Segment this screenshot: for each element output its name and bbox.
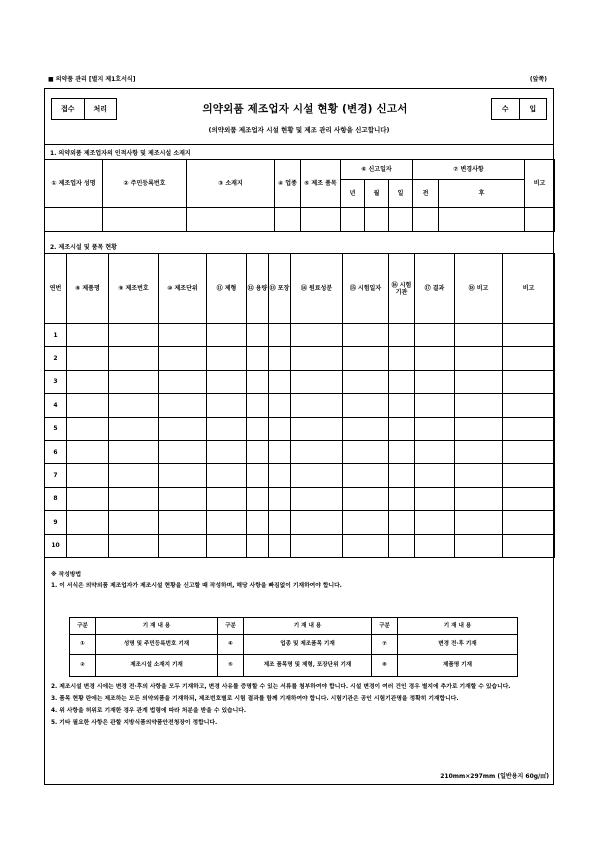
table-cell[interactable]	[67, 324, 109, 347]
table-cell[interactable]	[455, 464, 503, 487]
header-date: ⑥ 신고일자	[341, 160, 413, 180]
table-cell[interactable]	[207, 324, 247, 347]
input-address[interactable]	[187, 208, 275, 232]
stamp-cell-2: 입	[529, 105, 537, 113]
table-cell[interactable]	[247, 417, 269, 440]
table-cell[interactable]	[415, 370, 455, 393]
table-cell[interactable]	[291, 370, 343, 393]
table-cell[interactable]	[291, 347, 343, 370]
table-cell[interactable]	[503, 324, 555, 347]
table-cell[interactable]	[207, 440, 247, 463]
note-4: 4. 위 사항을 허위로 기재한 경우 관계 법령에 따라 처분을 받을 수 있습니다.	[51, 708, 247, 714]
table-cell[interactable]	[247, 534, 269, 557]
table-cell[interactable]	[343, 464, 389, 487]
table-cell[interactable]	[109, 417, 159, 440]
note-5: 5. 기타 필요한 사항은 관할 지방식품의약품안전청장이 정합니다.	[51, 720, 218, 726]
table-cell[interactable]	[269, 440, 291, 463]
table-cell[interactable]	[343, 370, 389, 393]
table-cell[interactable]	[503, 440, 555, 463]
table-cell[interactable]	[389, 534, 415, 557]
table-cell[interactable]	[159, 487, 207, 510]
process-cell: 처리	[93, 105, 108, 113]
row-number: 4	[45, 394, 67, 417]
table-cell[interactable]	[207, 370, 247, 393]
table-cell[interactable]	[247, 347, 269, 370]
table-cell[interactable]	[415, 487, 455, 510]
table-cell[interactable]	[415, 440, 455, 463]
subheader-year: 년	[341, 180, 365, 208]
table-cell[interactable]	[503, 417, 555, 440]
header-volume: ⑫ 용량	[247, 254, 269, 324]
table-cell[interactable]	[389, 370, 415, 393]
input-name[interactable]	[45, 208, 103, 232]
table-cell[interactable]	[291, 511, 343, 534]
table-cell[interactable]	[503, 464, 555, 487]
note-3: 3. 품목 현황 란에는 제조하는 모든 의약외품을 기재하되, 제조번호별로 시험 결과를 함께 기재하여야 합니다. 시험기관은 공인 시험기관명을 정확히 기재합니다.	[51, 696, 459, 702]
guide-cell: ⑤	[218, 655, 244, 677]
table-cell[interactable]	[389, 487, 415, 510]
table-cell[interactable]	[159, 534, 207, 557]
table-cell[interactable]	[247, 370, 269, 393]
table-cell[interactable]	[109, 487, 159, 510]
table-cell[interactable]	[503, 394, 555, 417]
table-cell[interactable]	[389, 511, 415, 534]
input-year[interactable]	[341, 208, 365, 232]
table-cell[interactable]	[67, 440, 109, 463]
receipt-cell: 접수	[52, 99, 85, 119]
table-cell[interactable]	[389, 440, 415, 463]
table-cell[interactable]	[207, 394, 247, 417]
paper-size-footer: 210mm×297mm (일반용지 60g/㎡)	[440, 773, 549, 780]
table-cell[interactable]	[109, 347, 159, 370]
guide-cell: 변경 전·후 기재	[398, 635, 518, 655]
table-cell[interactable]	[343, 534, 389, 557]
header-id: ② 주민등록번호	[103, 160, 187, 208]
table-cell[interactable]	[343, 347, 389, 370]
table-cell[interactable]	[247, 440, 269, 463]
guide-cell: ④	[218, 635, 244, 655]
table-cell[interactable]	[503, 511, 555, 534]
subheader-month: 월	[365, 180, 389, 208]
form-frame	[44, 88, 554, 785]
table-cell[interactable]	[343, 417, 389, 440]
row-number: 6	[45, 440, 67, 463]
row-number: 9	[45, 511, 67, 534]
table-cell[interactable]	[269, 347, 291, 370]
table-row	[45, 347, 555, 370]
header-note: ⑱ 비고	[455, 254, 503, 324]
section1-table	[44, 159, 555, 232]
table-cell[interactable]	[503, 347, 555, 370]
table-row	[45, 324, 555, 347]
table-cell[interactable]	[415, 324, 455, 347]
row-number: 2	[45, 347, 67, 370]
table-cell[interactable]	[207, 347, 247, 370]
row-number: 8	[45, 487, 67, 510]
subheader-day: 일	[389, 180, 413, 208]
notes-heading: ※ 작성방법	[51, 572, 82, 578]
receipt-stamp-box	[51, 98, 117, 120]
subheader-after: 후	[439, 180, 525, 208]
table-cell[interactable]	[67, 487, 109, 510]
form-id: ■ 의약품 관리 [별지 제1호서식]	[48, 76, 136, 83]
guide-header: 기 재 내 용	[398, 618, 518, 635]
table-cell[interactable]	[389, 417, 415, 440]
header-remarks2: 비고	[503, 254, 555, 324]
section1-label: 1. 의약외품 제조업자의 인적사항 및 제조시설 소재지	[50, 150, 191, 157]
table-row	[45, 394, 555, 417]
table-row	[45, 487, 555, 510]
table-cell[interactable]	[291, 440, 343, 463]
table-cell[interactable]	[343, 487, 389, 510]
guide-header: 구분	[70, 618, 96, 635]
header-unit: ⑩ 제조단위	[159, 254, 207, 324]
table-cell[interactable]	[389, 324, 415, 347]
table-cell[interactable]	[389, 464, 415, 487]
table-cell[interactable]	[455, 440, 503, 463]
table-cell[interactable]	[343, 324, 389, 347]
table-cell[interactable]	[269, 464, 291, 487]
table-cell[interactable]	[207, 511, 247, 534]
page-number: (앞쪽)	[529, 76, 547, 83]
header-name: ① 제조업자 성명	[45, 160, 103, 208]
table-cell[interactable]	[343, 440, 389, 463]
input-before[interactable]	[413, 208, 439, 232]
row-number: 10	[45, 534, 67, 557]
table-cell[interactable]	[269, 417, 291, 440]
header-package: ⑬ 포장	[269, 254, 291, 324]
header-lot-no: ⑨ 제조번호	[109, 254, 159, 324]
guide-header: 구분	[372, 618, 398, 635]
header-remarks: 비고	[525, 160, 555, 208]
table-cell[interactable]	[207, 487, 247, 510]
stamp-cell-1: 수	[492, 99, 520, 119]
table-cell[interactable]	[159, 511, 207, 534]
table-cell[interactable]	[455, 394, 503, 417]
table-cell[interactable]	[269, 534, 291, 557]
table-cell[interactable]	[291, 464, 343, 487]
table-cell[interactable]	[269, 324, 291, 347]
table-cell[interactable]	[159, 417, 207, 440]
table-cell[interactable]	[503, 370, 555, 393]
table-cell[interactable]	[159, 394, 207, 417]
table-cell[interactable]	[269, 487, 291, 510]
table-cell[interactable]	[503, 534, 555, 557]
note-1: 1. 이 서식은 의약외품 제조업자가 제조시설 현황을 신고할 때 작성하며, 해당 사항을 빠짐없이 기재하여야 합니다.	[51, 583, 342, 589]
table-cell[interactable]	[109, 511, 159, 534]
table-cell[interactable]	[109, 440, 159, 463]
table-cell[interactable]	[247, 394, 269, 417]
header-result: ⑰ 결과	[415, 254, 455, 324]
table-cell[interactable]	[389, 347, 415, 370]
table-cell[interactable]	[455, 511, 503, 534]
table-cell[interactable]	[291, 534, 343, 557]
form-title: 의약외품 제조업자 시설 현황 (변경) 신고서	[202, 103, 408, 115]
table-cell[interactable]	[247, 464, 269, 487]
table-cell[interactable]	[291, 324, 343, 347]
guide-cell: 업종 및 제조품목 기재	[244, 635, 372, 655]
table-cell[interactable]	[269, 511, 291, 534]
header-type: ④ 업종	[275, 160, 301, 208]
guide-header: 기 재 내 용	[96, 618, 218, 635]
table-cell[interactable]	[291, 487, 343, 510]
table-cell[interactable]	[247, 324, 269, 347]
table-cell[interactable]	[247, 487, 269, 510]
guide-cell: ②	[70, 655, 96, 677]
header-ingredient: ⑭ 원료성분	[291, 254, 343, 324]
input-month[interactable]	[365, 208, 389, 232]
header-product-name: ⑧ 제품명	[67, 254, 109, 324]
header-form: ⑪ 제형	[207, 254, 247, 324]
input-day[interactable]	[389, 208, 413, 232]
table-cell[interactable]	[415, 417, 455, 440]
table-row	[45, 440, 555, 463]
table-cell[interactable]	[455, 370, 503, 393]
table-cell[interactable]	[159, 440, 207, 463]
table-row	[45, 534, 555, 557]
table-cell[interactable]	[159, 370, 207, 393]
table-cell[interactable]	[207, 417, 247, 440]
table-cell[interactable]	[415, 511, 455, 534]
table-cell[interactable]	[415, 347, 455, 370]
table-cell[interactable]	[67, 394, 109, 417]
table-cell[interactable]	[109, 370, 159, 393]
revenue-stamp-box	[491, 98, 547, 120]
guide-header: 구분	[218, 618, 244, 635]
table-cell[interactable]	[109, 464, 159, 487]
notes-continued	[51, 683, 547, 731]
input-item[interactable]	[301, 208, 341, 232]
notes-section	[51, 571, 547, 593]
table-row	[45, 370, 555, 393]
guide-cell: ⑧	[372, 655, 398, 677]
table-cell[interactable]	[343, 511, 389, 534]
table-cell[interactable]	[455, 347, 503, 370]
table-cell[interactable]	[415, 464, 455, 487]
header-test-date: ⑮ 시험일자	[343, 254, 389, 324]
table-cell[interactable]	[207, 534, 247, 557]
title-box	[45, 89, 553, 145]
table-cell[interactable]	[455, 487, 503, 510]
table-row	[45, 511, 555, 534]
table-cell[interactable]	[291, 417, 343, 440]
row-number: 1	[45, 324, 67, 347]
header-change: ⑦ 변경사항	[413, 160, 525, 180]
guide-cell: 제조시설 소재지 기재	[96, 655, 218, 677]
table-cell[interactable]	[109, 394, 159, 417]
table-cell[interactable]	[67, 347, 109, 370]
section2-label: 2. 제조시설 및 품목 현황	[50, 244, 117, 251]
guide-cell: 제조 품목명 및 제형, 포장단위 기재	[244, 655, 372, 677]
guide-cell: 제품명 기재	[398, 655, 518, 677]
table-cell[interactable]	[415, 534, 455, 557]
table-cell[interactable]	[343, 394, 389, 417]
table-cell[interactable]	[455, 417, 503, 440]
table-cell[interactable]	[503, 487, 555, 510]
table-cell[interactable]	[455, 534, 503, 557]
header-address: ③ 소재지	[187, 160, 275, 208]
input-remarks[interactable]	[525, 208, 555, 232]
guide-cell: 성명 및 주민등록번호 기재	[96, 635, 218, 655]
row-number: 3	[45, 370, 67, 393]
table-cell[interactable]	[67, 511, 109, 534]
table-cell[interactable]	[67, 417, 109, 440]
table-cell[interactable]	[67, 370, 109, 393]
guide-table	[69, 617, 518, 677]
table-cell[interactable]	[109, 534, 159, 557]
table-cell[interactable]	[207, 464, 247, 487]
table-cell[interactable]	[415, 394, 455, 417]
guide-cell: ①	[70, 635, 96, 655]
input-id[interactable]	[103, 208, 187, 232]
guide-cell: ⑦	[372, 635, 398, 655]
table-row	[45, 464, 555, 487]
table-row	[45, 417, 555, 440]
row-number: 7	[45, 464, 67, 487]
row-number: 5	[45, 417, 67, 440]
table-cell[interactable]	[67, 464, 109, 487]
table-cell[interactable]	[159, 324, 207, 347]
table-cell[interactable]	[109, 324, 159, 347]
table-cell[interactable]	[247, 511, 269, 534]
subheader-before: 전	[413, 180, 439, 208]
guide-header: 기 재 내 용	[244, 618, 372, 635]
table-cell[interactable]	[159, 347, 207, 370]
table-cell[interactable]	[291, 394, 343, 417]
table-cell[interactable]	[269, 370, 291, 393]
note-2: 2. 제조시설 변경 시에는 변경 전·후의 사항을 모두 기재하고, 변경 사유를 증명할 수 있는 서류를 첨부하여야 합니다. 시설 변경이 여러 건인 경우 별지에 추가로 기재할 수 있습니다.	[51, 684, 511, 690]
table-cell[interactable]	[67, 534, 109, 557]
header-test-org: ⑯ 시험기관	[389, 254, 415, 324]
table-cell[interactable]	[159, 464, 207, 487]
section2-table	[44, 253, 555, 558]
table-cell[interactable]	[389, 394, 415, 417]
input-after[interactable]	[439, 208, 525, 232]
table-cell[interactable]	[269, 394, 291, 417]
table-cell[interactable]	[455, 324, 503, 347]
header-row-no: 연번	[45, 254, 67, 324]
header-item: ⑤ 제조 품목	[301, 160, 341, 208]
input-type[interactable]	[275, 208, 301, 232]
form-subtitle: (의약외품 제조업자 시설 현황 및 제조 관리 사항을 신고합니다)	[208, 126, 390, 134]
